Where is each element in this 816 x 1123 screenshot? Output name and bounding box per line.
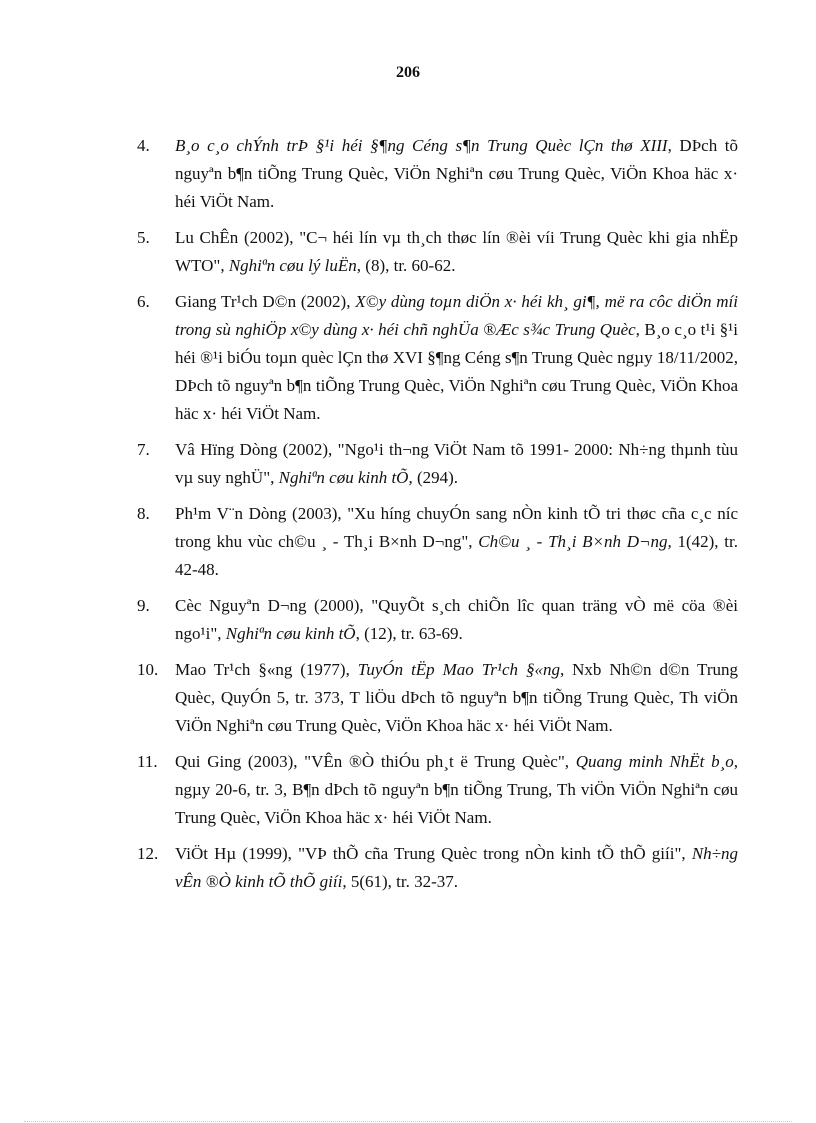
reference-text: Ph¹m V¨n Dòng (2003), "Xu híng chuyÓn sang nÒn kinh tÕ tri thøc cña c¸c níc trong khu vùc ch©u ¸ - Th¸i B×nh D¬ng", (175, 504, 738, 551)
reference-text: , ngµy 20-6, tr. 3, B¶n dÞch tõ nguyªn b¶n tiÕng Trung, Th viÖn ViÖn Nghiªn cøu Trung Quèc, ViÖn Khoa häc x· héi ViÖt Nam. (175, 752, 738, 827)
reference-number: 4. (137, 136, 150, 155)
reference-item (137, 592, 738, 648)
reference-text: , Nxb Nh©n d©n Trung Quèc, QuyÓn 5, tr. 373, T liÖu dÞch tõ nguyªn b¶n tiÕng Trung Quèc, Th viÖn ViÖn Nghiªn cøu Trung Quèc, ViÖn Khoa häc x· héi ViÖt Nam. (175, 660, 738, 735)
reference-item (137, 656, 738, 740)
reference-number: 12. (137, 844, 159, 863)
reference-text: ViÖt Hµ (1999), "VÞ thÕ cña Trung Quèc trong nÒn kinh tÕ thÕ giíi", (175, 844, 692, 863)
reference-title: Ch©u ¸ - Th¸i B×nh D¬ng, (478, 532, 672, 551)
reference-item (137, 840, 738, 896)
reference-text: Lu ChÊn (2002), "C¬ héi lín vµ th¸ch thøc lín ®èi víi Trung Quèc khi gia nhËp WTO", (175, 228, 738, 275)
reference-text: Giang Tr¹ch D©n (2002), (175, 292, 356, 311)
reference-text: Vâ Hïng Dòng (2002), "Ngo¹i th¬ng ViÖt Nam tõ 1991- 2000: Nh÷ng thµnh tùu vµ suy nghÜ", (175, 440, 738, 487)
page-bottom-divider (24, 1121, 792, 1122)
reference-item (137, 500, 738, 584)
reference-text: , B¸o c¸o t¹i §¹i héi ®¹i biÓu toµn quèc lÇn thø XVI §¶ng Céng s¶n Trung Quèc ngµy 18/11/2002, DÞch tõ nguyªn b¶n tiÕng Trung Quèc, ViÖn Nghiªn cøu Trung Quèc, ViÖn Khoa häc x· héi ViÖt Nam. (175, 320, 738, 423)
reference-item (137, 288, 738, 428)
reference-item (137, 436, 738, 492)
reference-number: 8. (137, 504, 150, 523)
reference-text: Cèc Nguyªn D¬ng (2000), "QuyÕt s¸ch chiÕn lîc quan träng vÒ më cöa ®èi ngo¹i", (175, 596, 738, 643)
reference-number: 7. (137, 440, 150, 459)
page-number: 206 (396, 64, 420, 81)
reference-item (137, 748, 738, 832)
reference-text: (294). (412, 468, 459, 487)
reference-title: Nghiªn cøu lý luËn (228, 256, 357, 275)
reference-text: , DÞch tõ nguyªn b¶n tiÕng Trung Quèc, ViÖn Nghiªn cøu Trung Quèc, ViÖn Khoa häc x· héi ViÖt Nam. (175, 136, 739, 211)
reference-number: 6. (137, 292, 150, 311)
reference-title: Nghiªn cøu kinh tÕ, (278, 468, 413, 487)
reference-number: 11. (137, 752, 158, 771)
reference-text: , 5(61), tr. 32-37. (342, 872, 458, 891)
reference-title: B¸o c¸o chÝnh trÞ §¹i héi §¶ng Céng s¶n Trung Quèc lÇn thø XIII (175, 136, 668, 155)
reference-number: 10. (137, 660, 159, 679)
reference-title: TuyÓn tËp Mao Tr¹ch §«ng (357, 660, 560, 679)
reference-number: 9. (137, 596, 150, 615)
reference-item (137, 224, 738, 280)
reference-title: Nh÷ng vÊn ®Ò kinh tÕ thÕ giíi (175, 844, 738, 891)
reference-title: Quang minh NhËt b¸o (575, 752, 734, 771)
reference-title: Nghiªn cøu kinh tÕ (225, 624, 356, 643)
reference-text: , (8), tr. 60-62. (356, 256, 456, 275)
reference-text: , (12), tr. 63-69. (355, 624, 463, 643)
reference-list (0, 132, 816, 904)
reference-number: 5. (137, 228, 150, 247)
reference-item (137, 132, 738, 216)
reference-text: 1(42), tr. 42-48. (175, 532, 738, 579)
reference-title: X©y dùng toµn diÖn x· héi kh¸ gi¶, më ra côc diÖn míi trong sù nghiÖp x©y dùng x· héi chñ nghÜa ®Æc s¾c Trung Quèc (175, 292, 739, 339)
reference-text: Qui Ging (2003), "VÊn ®Ò thiÓu ph¸t ë Trung Quèc", (175, 752, 576, 771)
reference-text: Mao Tr¹ch §«ng (1977), (175, 660, 358, 679)
